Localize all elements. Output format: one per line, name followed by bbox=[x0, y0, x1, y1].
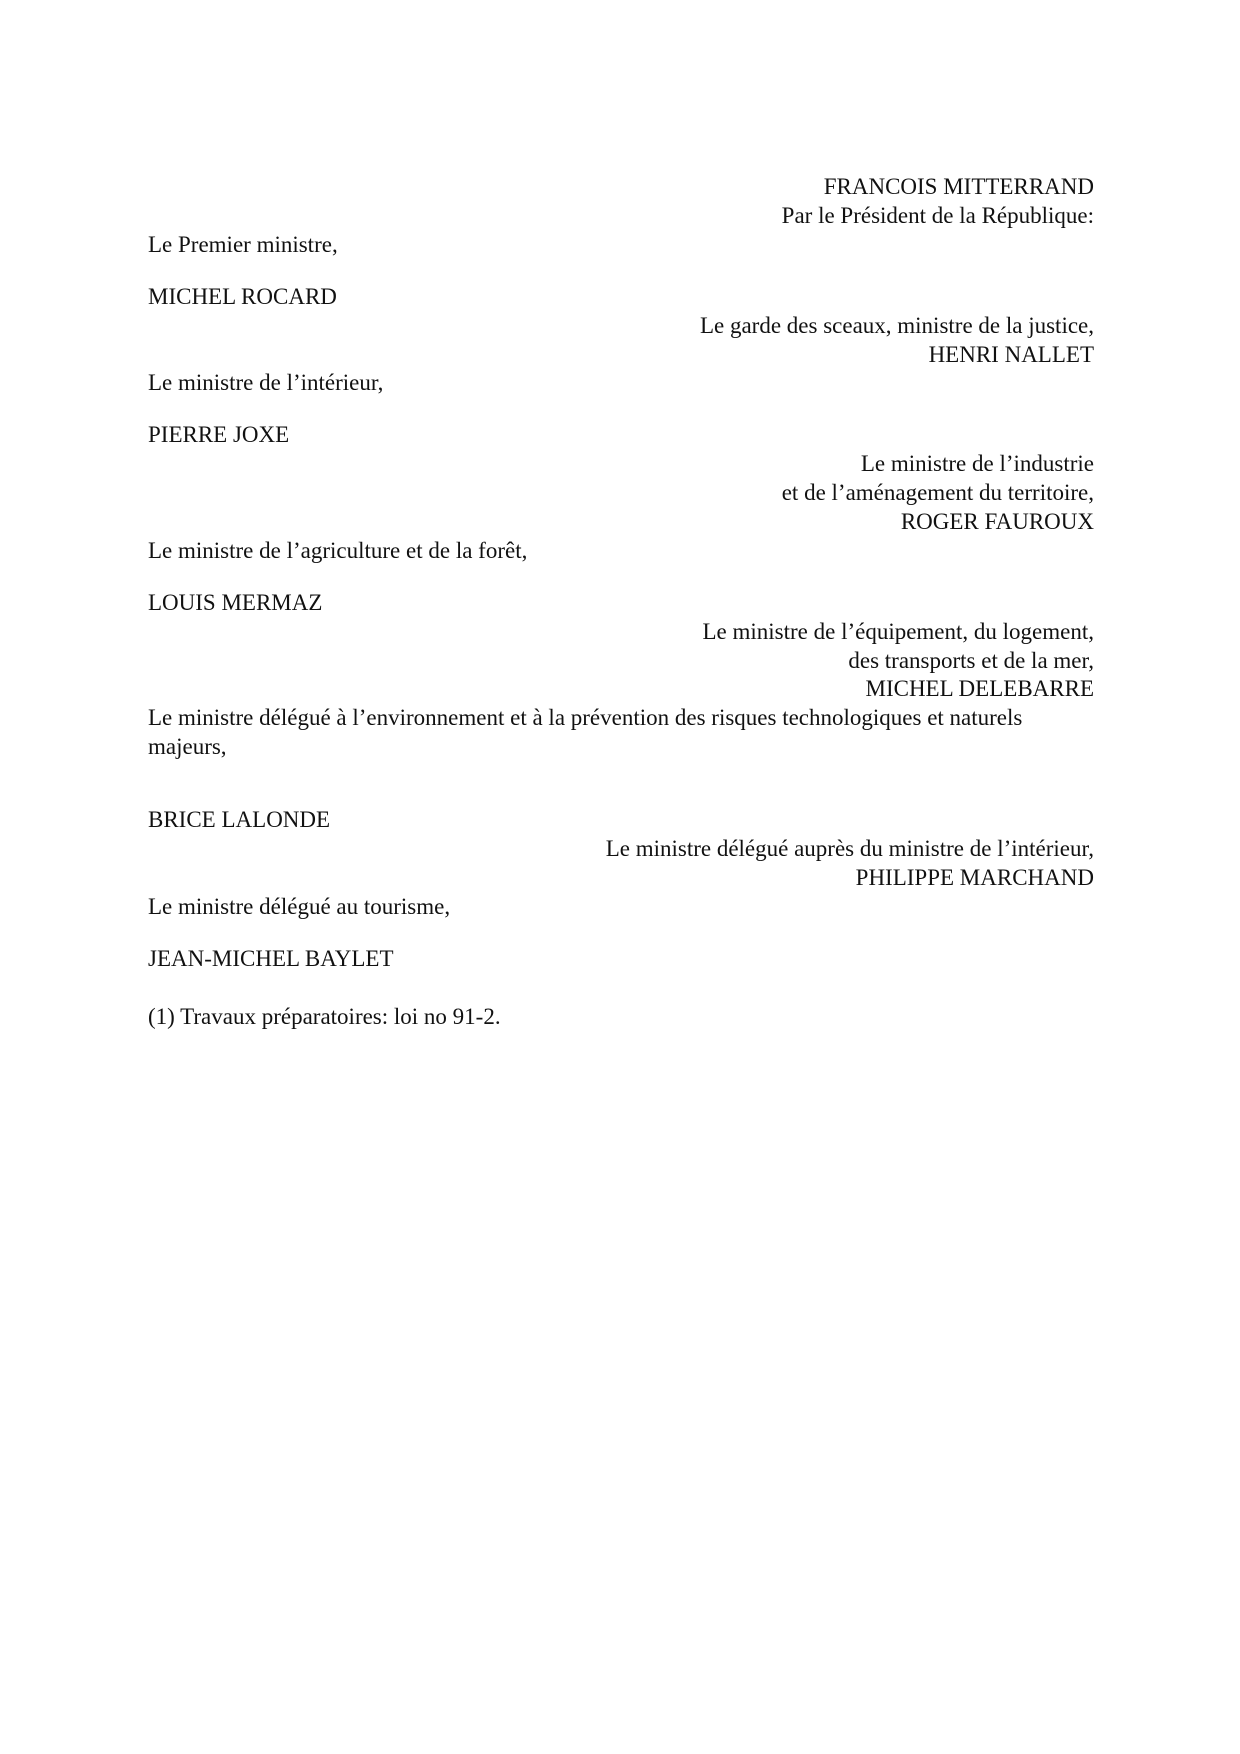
agriculture-name: LOUIS MERMAZ bbox=[148, 590, 323, 615]
industry-name: ROGER FAUROUX bbox=[900, 509, 1094, 534]
interior-title: Le ministre de l’intérieur, bbox=[148, 370, 384, 395]
interior-name: PIERRE JOXE bbox=[148, 422, 290, 447]
pm-title: Le Premier ministre, bbox=[148, 232, 338, 257]
industry-title-line-2: et de l’aménagement du territoire, bbox=[781, 480, 1094, 505]
equipment-name: MICHEL DELEBARRE bbox=[865, 676, 1094, 701]
industry-title-line-1: Le ministre de l’industrie bbox=[860, 451, 1094, 476]
tourism-title: Le ministre délégué au tourisme, bbox=[148, 894, 451, 919]
environment-name: BRICE LALONDE bbox=[148, 807, 331, 832]
equipment-title-line-1: Le ministre de l’équipement, du logement, bbox=[702, 619, 1094, 644]
interior-delegate-name: PHILIPPE MARCHAND bbox=[855, 865, 1094, 890]
president-name: FRANCOIS MITTERRAND bbox=[823, 174, 1094, 199]
environment-title: Le ministre délégué à l’environnement et à la prévention des risques technologiques et naturels majeurs, bbox=[148, 705, 1023, 759]
equipment-title-line-2: des transports et de la mer, bbox=[848, 648, 1094, 673]
pm-name: MICHEL ROCARD bbox=[148, 284, 337, 309]
justice-name: HENRI NALLET bbox=[928, 342, 1094, 367]
agriculture-title: Le ministre de l’agriculture et de la forêt, bbox=[148, 538, 528, 563]
tourism-name: JEAN-MICHEL BAYLET bbox=[148, 946, 394, 971]
interior-delegate-title: Le ministre délégué auprès du ministre de l’intérieur, bbox=[605, 836, 1094, 861]
justice-title: Le garde des sceaux, ministre de la justice, bbox=[699, 313, 1094, 338]
president-intro: Par le Président de la République: bbox=[781, 203, 1094, 228]
footnote: (1) Travaux préparatoires: loi no 91-2. bbox=[148, 1004, 501, 1029]
